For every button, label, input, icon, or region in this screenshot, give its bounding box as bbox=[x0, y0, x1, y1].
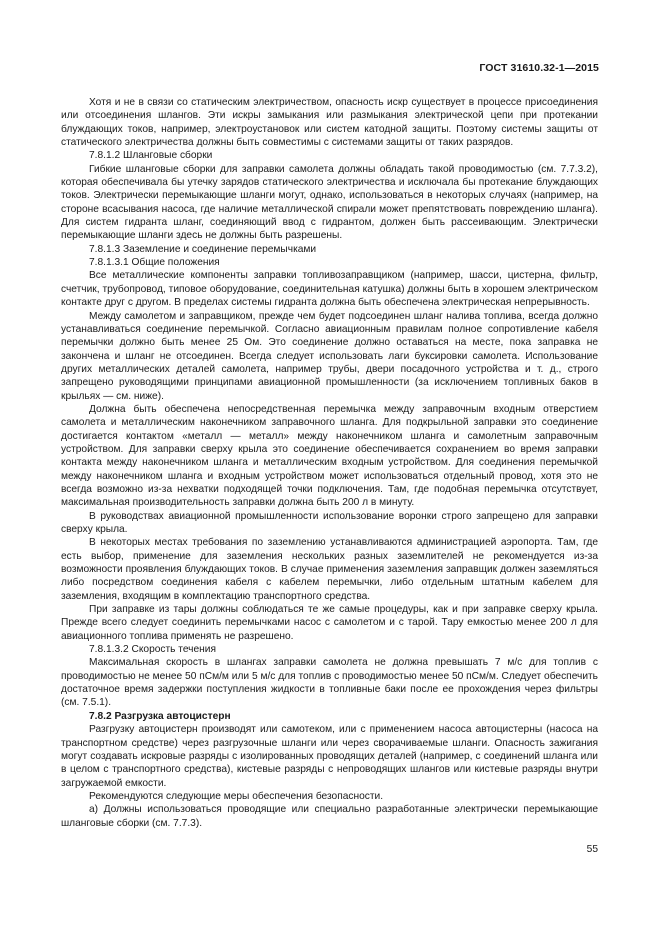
document-standard-number: ГОСТ 31610.32-1—2015 bbox=[479, 62, 599, 74]
section-heading: 7.8.1.3 Заземление и соединение перемычками bbox=[89, 243, 317, 255]
section-heading: 7.8.1.3.1 Общие положения bbox=[89, 257, 220, 269]
paragraph: Гибкие шланговые сборки для заправки самолета должны обладать такой проводимостью (см. 7.7.3.2), которая обеспечивала бы утечку зарядов статического электричества и исключала бы протекание блуждающих токов. Электрически перемыкающие шланги могут, однако, использоваться в некоторых случаях (например, на стороне всасывания насоса, где наличие металлической спирали может препятствовать повреждению шланга). Для систем гидранта шланг, соединяющий ввод с гидрантом, должен быть рассеивающим. Электрически перемыкающие шланги здесь не должны быть разрешены. bbox=[61, 163, 598, 242]
paragraph: Между самолетом и заправщиком, прежде чем будет подсоединен шланг налива топлива, всегда должно устанавливаться соединение перемычкой. Согласно авиационным правилам полное сопротивление кабеля перемычки должно быть менее 25 Ом. Это соединение должно оставаться на месте, пока заправка не закончена и шланг не отсоединен. Всегда следует использовать лаги буксировки самолета. Использование других металлических деталей самолета, например трубы, двери посадочного устройства и т. д., строго запрещено руководящими принципами авиационной промышленности (за исключением топливных баков в крыльях — см. ниже). bbox=[61, 310, 598, 402]
paragraph: В некоторых местах требования по заземлению устанавливаются администрацией аэропорта. Там, где есть выбор, применение для заземления нескольких разных заземлителей не рекомендуется из-за возможности проявления блуждающих токов. В случае применения заземления заправщик должен заземляться либо посредством соединения кабеля с кабелем перемычки, либо отдельным штатным кабелем для заземления, входящим в комплектацию транспортного средства. bbox=[61, 537, 598, 602]
paragraph: Максимальная скорость в шлангах заправки самолета не должна превышать 7 м/с для топлив с проводимостью не менее 50 пСм/м или 5 м/с для топлив с проводимостью менее 50 пСм/м. Следует обеспечить достаточное время задержки поступления жидкости в топливные баки после ее прохождения через фильтры (см. 7.5.1). bbox=[61, 657, 598, 709]
paragraph: Разгрузку автоцистерн производят или самотеком, или с применением насоса автоцистерны (насоса на транспортном средстве) через разгрузочные шланги или через сворачиваемые шланги. Опасность зажигания могут создавать искровые разряды с изолированных проводящих деталей (например, с соединений шланга или в целом с транспортного средства), кистевые разряды с непроводящих шлангов или кистевые разряды внутри загружаемой емкости. bbox=[61, 724, 598, 789]
paragraph: При заправке из тары должны соблюдаться те же самые процедуры, как и при заправке сверху крыла. Прежде всего следует соединить перемычками насос с самолетом и с тарой. Тару емкостью менее 200 л для авиационного топлива применять не разрешено. bbox=[61, 604, 598, 642]
paragraph: Все металлические компоненты заправки топливозаправщиком (например, шасси, цистерна, фильтр, счетчик, трубопровод, типовое оборудование, соединительная катушка) должны быть в хорошем электрическом контакте друг с другом. В пределах системы гидранта должна быть обеспечена электрическая непрерывность. bbox=[61, 270, 598, 309]
list-item: а) Должны использоваться проводящие или специально разработанные электрически перемыкающие шланговые сборки (см. 7.7.3). bbox=[61, 804, 598, 829]
page-number: 55 bbox=[586, 844, 598, 855]
paragraph: Рекомендуются следующие меры обеспечения безопасности. bbox=[89, 790, 384, 802]
paragraph: В руководствах авиационной промышленности использование воронки строго запрещено для заправки сверху крыла. bbox=[61, 510, 598, 535]
section-heading: 7.8.1.3.2 Скорость течения bbox=[89, 644, 216, 656]
paragraph: Хотя и не в связи со статическим электричеством, опасность искр существует в процессе присоединения или отсоединения шлангов. Эти искры замыкания или размыкания электрической цепи при протекании блуждающих токов, например, электроустановок или систем катодной защиты. Поэтому системы защиты от статического электричества должны быть совместимы с системами защиты от таких разрядов. bbox=[61, 97, 598, 149]
paragraph: Должна быть обеспечена непосредственная перемычка между заправочным входным отверстием самолета и металлическим наконечником заправочного шланга. Для подкрыльной заправки это соединение достигается контактом «металл — металл» между наконечником шланга и самолетным заправочным устройством. Для заправки сверху крыла это соединение обеспечивается сохранением во время заправки контакта между наконечником шланга и металлическим входным устройством. Для соединения перемычкой между наконечником шланга и входным устройством может использоваться отдельный провод, хотя это не всегда возможно из-за нехватки подходящей точки подключения. Там, где подобная перемычка отсутствует, максимальная производительность заправки должна быть 200 л в минуту. bbox=[61, 403, 598, 509]
section-heading: 7.8.1.2 Шланговые сборки bbox=[89, 150, 213, 162]
page-body bbox=[61, 96, 598, 830]
section-heading-bold: 7.8.2 Разгрузка автоцистерн bbox=[89, 710, 231, 722]
